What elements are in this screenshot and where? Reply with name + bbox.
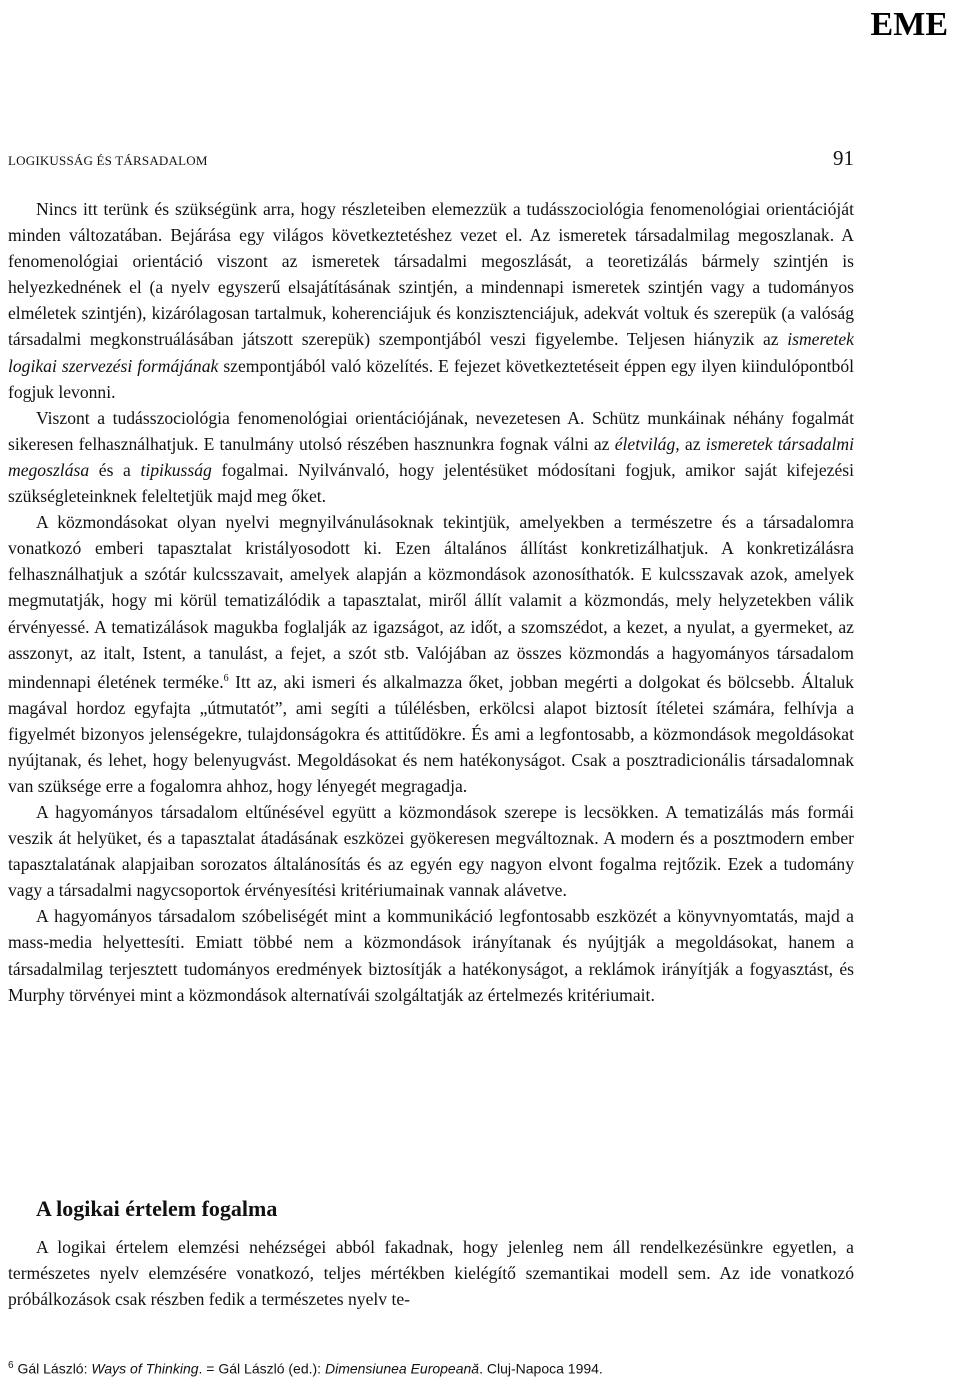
paragraph-5: A hagyományos társadalom szóbeliségét mint a kommunikáció legfontosabb eszközét a könyvnyomtatás, majd a mass-media helyettesíti. Emiatt többé nem a közmondások irányítanak és nyújtják a megoldásokat, hanem a társadalmilag terjesztett tudományos eredmények biztosítják a hatékonyságot, a reklámok irányítják a fogyasztást, és Murphy törvényei mint a közmondások alternatívái szolgáltatják az értelmezés kritériumait. <box>8 906 854 1005</box>
body-text <box>8 196 854 1008</box>
running-head <box>8 146 854 171</box>
paragraph-2 <box>8 405 854 509</box>
paragraph-1-text-a: Nincs itt terünk és szükségünk arra, hogy részleteiben elemezzük a tudásszociológia fenomenológiai orientációját minden változatában. Bejárása egy világos következtetéshez vezet el. Az ismeretek társadalmilag megoszlanak. A fenomenológiai orientáció viszont az ismeretek társadalmi megoszlását, a teoretizálás bármely szintjén is helyezkednének el (a nyelv egyszerű elsajátításának szintjén, a mindennapi ismeretek szintjén vagy a tudományos elméletek szintjén), kizárólagosan tartalmuk, koherenciájuk és konzisztenciájuk, adekvát voltuk és szerepük (a valóság társadalmi megkonstruálásában játszott szerepük) szempontjából veszi figyelembe. Teljesen hiányzik az <box>8 199 854 350</box>
page-number: 91 <box>833 146 854 170</box>
paragraph-2-text-a: Viszont a tudásszociológia fenomenológiai orientációjának, nevezetesen A. Schütz munkáinak néhány fogalmát sikeresen felhasználhatjuk. E tanulmány utolsó részében hasznunkra fognak válni az <box>8 407 854 454</box>
running-title: LOGIKUSSÁG ÉS TÁRSADALOM <box>8 153 208 168</box>
paragraph-2-emphasis-2: ismeretek társadalmi megoszlása <box>8 433 854 480</box>
paragraph-2-emphasis-3: tipikusság <box>140 459 212 480</box>
footnote-number: 6 <box>8 1360 14 1371</box>
paragraph-2-text-c: és a <box>89 459 141 480</box>
paragraph-3-text-b: Itt az, aki ismeri és alkalmazza őket, jobban megérti a dolgokat és bölcsebb. Általuk magával hordoz egyfajta „útmutatót”, ami segíti a túlélésben, erkölcsi alapot biztosít ítéletei számára, felhívja a figyelmét bizonyos jelenségekre, tulajdonságokra és attitűdökre. És ami a legfontosabb, a közmondások megoldásokat nyújtanak, és lehet, hogy belenyugvást. Megoldásokat és nem hatékonyságot. Csak a posztradicionális társadalomnak van szüksége erre a fogalomra ahhoz, hogy lényegét megragadja. <box>8 671 854 796</box>
publisher-logo: EME <box>870 6 948 43</box>
footnote <box>8 1360 854 1377</box>
footnote-text-a: Gál László: <box>13 1360 92 1377</box>
footnote-emphasis-1: Ways of Thinking <box>91 1360 199 1377</box>
paragraph-1 <box>8 196 854 405</box>
section-title: A logikai értelem fogalma <box>36 1196 278 1221</box>
paragraph-3-text-a: A közmondásokat olyan nyelvi megnyilvánulásoknak tekintjük, amelyekben a természetre és a társadalomra vonatkozó emberi tapasztalat kristályosodott ki. Ezen általános állítást konkretizálhatjuk. A konkretizálásra felhasználhatjuk a szótár kulcsszavait, amelyek alapján a közmondások azonosíthatók. E kulcsszavak azok, amelyek megmutatják, hogy mi körül tematizálódik a tapasztalat, miről állít valamit a közmondás, mely helyzetekben válik érvényessé. A tematizálások magukba foglalják az igazságot, az időt, a szomszédot, a kezet, a nyulat, a gyermeket, az asszonyt, az italt, Istent, a tanulást, a fejet, a szót stb. Valójában az összes közmondás a hagyományos társadalom mindennapi életének terméke. <box>8 512 854 692</box>
section <box>8 1196 854 1312</box>
paragraph-4: A hagyományos társadalom eltűnésével együtt a közmondások szerepe is lecsökken. A tematizálás más formái veszik át helyüket, és a tapasztalat átadásának eszközei gyökeresen megváltoznak. A modern és a posztmodern ember tapasztalatának alapjaiban sorozatos általánosítás és az egyén egy nagyon elvont fogalma rejtőzik. Ezek a tudomány vagy a társadalmi nagycsoportok érvényesítési kritériumainak vannak alávetve. <box>8 802 854 901</box>
paragraph-1-emphasis: ismeretek logikai szervezési formájának <box>8 329 854 376</box>
footnote-text-c: . Cluj-Napoca 1994. <box>479 1360 603 1377</box>
paragraph-3 <box>8 509 854 799</box>
paragraph-2-text-d: fogalmai. Nyilvánvaló, hogy jelentésüket módosítani fogjuk, amikor saját kifejezési szükségleteinknek feleltetjük majd meg őket. <box>8 459 854 507</box>
footnote-reference: 6 <box>223 672 229 684</box>
paragraph-2-emphasis-1: életvilág, <box>614 433 680 454</box>
paragraph-1-text-b: szempontjából való közelítés. E fejezet következtetéseit éppen egy ilyen kiindulópontból fogjuk levonni. <box>8 355 854 402</box>
paragraph-2-text-b: az <box>679 433 706 454</box>
section-text: A logikai értelem elemzési nehézségei abból fakadnak, hogy jelenleg nem áll rendelkezésünkre egyetlen, a természetes nyelv elemzésére vonatkozó, teljes mértékben kielégítő szemantikai modell sem. Az ide vonatkozó próbálkozások csak részben fedik a természetes nyelv te- <box>8 1237 854 1310</box>
footnote-emphasis-2: Dimensiunea Europeană <box>324 1360 480 1377</box>
footnote-text-b: . = Gál László (ed.): <box>198 1360 325 1377</box>
